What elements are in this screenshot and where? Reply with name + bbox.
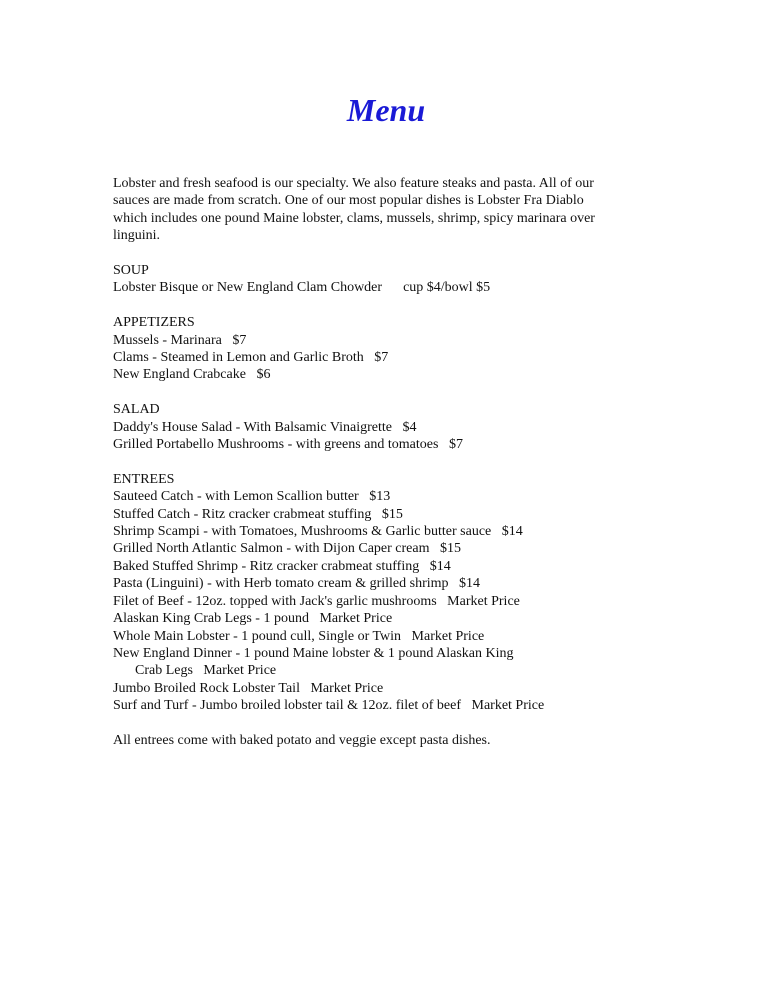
menu-item: Whole Main Lobster - 1 pound cull, Single or Twin Market Price [113, 628, 485, 644]
menu-item: Mussels - Marinara $7 [113, 332, 247, 348]
menu-item: Clams - Steamed in Lemon and Garlic Broth $7 [113, 350, 389, 366]
menu-item: Grilled North Atlantic Salmon - with Dijon Caper cream $15 [113, 541, 461, 557]
menu-item: Sauteed Catch - with Lemon Scallion butter $13 [113, 489, 391, 505]
intro-line: which includes one pound Maine lobster, clams, mussels, shrimp, spicy marinara over [113, 210, 595, 226]
menu-item: Filet of Beef - 12oz. topped with Jack's garlic mushrooms Market Price [113, 593, 520, 609]
menu-item: Stuffed Catch - Ritz cracker crabmeat stuffing $15 [113, 506, 403, 522]
footer-note-section [113, 732, 653, 749]
intro-paragraph [113, 175, 653, 245]
footer-note: All entrees come with baked potato and veggie except pasta dishes. [113, 732, 491, 748]
salad-section [113, 401, 653, 453]
menu-item: Shrimp Scampi - with Tomatoes, Mushrooms & Garlic butter sauce $14 [113, 524, 523, 540]
intro-line: sauces are made from scratch. One of our most popular dishes is Lobster Fra Diablo [113, 193, 584, 209]
menu-item: Daddy's House Salad - With Balsamic Vinaigrette $4 [113, 419, 417, 435]
menu-item: Alaskan King Crab Legs - 1 pound Market Price [113, 611, 393, 627]
menu-item: New England Crabcake $6 [113, 367, 271, 383]
menu-item: Pasta (Linguini) - with Herb tomato cream & grilled shrimp $14 [113, 576, 481, 592]
menu-item: Surf and Turf - Jumbo broiled lobster tail & 12oz. filet of beef Market Price [113, 698, 545, 714]
menu-item-continued: Crab Legs Market Price [135, 663, 277, 679]
menu-item: Grilled Portabello Mushrooms - with greens and tomatoes $7 [113, 437, 463, 453]
section-heading-salad: SALAD [113, 402, 160, 418]
menu-item: Jumbo Broiled Rock Lobster Tail Market Price [113, 680, 384, 696]
menu-item: Lobster Bisque or New England Clam Chowder cup $4/bowl $5 [113, 280, 491, 296]
appetizers-section [113, 314, 653, 384]
section-heading-appetizers: APPETIZERS [113, 315, 195, 331]
entrees-section [113, 471, 653, 715]
intro-line: Lobster and fresh seafood is our specialty. We also feature steaks and pasta. All of our [113, 176, 594, 191]
menu-item: New England Dinner - 1 pound Maine lobster & 1 pound Alaskan King [113, 645, 514, 661]
soup-section [113, 262, 653, 297]
menu-item: Baked Stuffed Shrimp - Ritz cracker crabmeat stuffing $14 [113, 558, 451, 574]
section-heading-soup: SOUP [113, 263, 149, 279]
menu-content [113, 175, 653, 749]
section-heading-entrees: ENTREES [113, 471, 175, 487]
page-title: Menu [346, 92, 426, 128]
intro-line: linguini. [113, 228, 161, 244]
